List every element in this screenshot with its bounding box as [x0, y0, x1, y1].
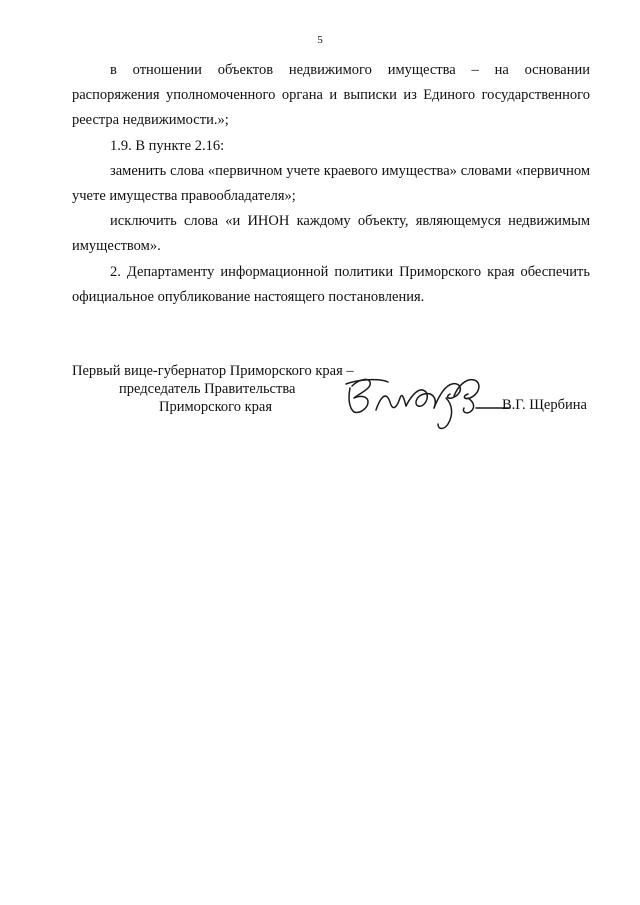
- position-line-1: Первый вице-губернатор Приморского края –: [72, 363, 354, 379]
- paragraph-continuation: в отношении объектов недвижимого имущества – на основании распоряжения уполномоченного органа и выписки из Единого государственного реестра недвижимости.»;: [72, 62, 590, 129]
- paragraph-replace-words: заменить слова «первичном учете краевого имущества» словами «первичном учете имущества правообладателя»;: [72, 162, 590, 205]
- position-line-3: Приморского края: [159, 399, 273, 415]
- handwritten-signature: [342, 368, 512, 436]
- document-body: [72, 58, 590, 310]
- signatory-position: [72, 362, 372, 416]
- signer-name: В.Г. Щербина: [502, 397, 587, 413]
- paragraph-delete-words: исключить слова «и ИНОН каждому объекту, являющемуся недвижимым имуществом».: [72, 213, 590, 255]
- position-line-2: председатель Правительства: [119, 381, 296, 397]
- paragraph-clause-2: 2. Департаменту информационной политики Приморского края обеспечить официальное опубликование настоящего постановления.: [72, 263, 590, 305]
- page-number: 5: [317, 34, 323, 46]
- paragraph-clause-1-9: 1.9. В пункте 2.16:: [110, 137, 225, 154]
